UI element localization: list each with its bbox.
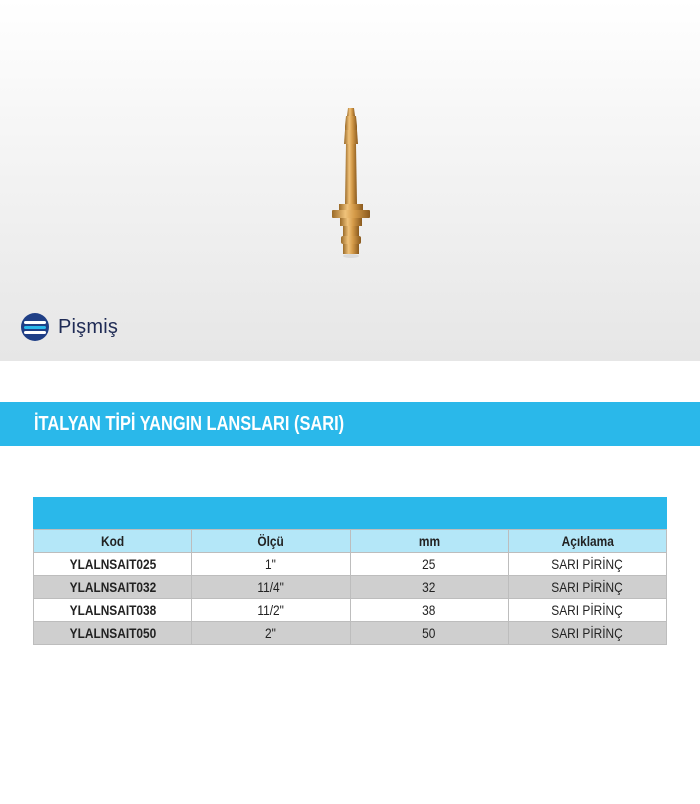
brand-name: Pişmiş xyxy=(58,315,119,338)
table-row xyxy=(34,622,667,645)
table-row xyxy=(34,599,667,622)
cell-kod: YLALNSAIT032 xyxy=(34,576,192,599)
cell-kod: YLALNSAIT038 xyxy=(34,599,192,622)
nozzle-product-image xyxy=(326,104,376,264)
cell-olcu: 11/2" xyxy=(192,599,350,622)
column-header-olcu: Ölçü xyxy=(192,530,350,553)
cell-mm: 38 xyxy=(350,599,508,622)
product-table-container xyxy=(33,497,667,645)
cell-aciklama: SARI PİRİNÇ xyxy=(508,553,666,576)
cell-olcu: 2" xyxy=(192,622,350,645)
table-header-row xyxy=(34,530,667,553)
section-title-bar xyxy=(0,402,700,446)
cell-kod: YLALNSAIT025 xyxy=(34,553,192,576)
cell-olcu: 1" xyxy=(192,553,350,576)
cell-kod: YLALNSAIT050 xyxy=(34,622,192,645)
cell-aciklama: SARI PİRİNÇ xyxy=(508,576,666,599)
product-hero xyxy=(0,0,700,361)
cell-aciklama: SARI PİRİNÇ xyxy=(508,599,666,622)
brand-logo-icon xyxy=(20,312,50,342)
table-top-bar xyxy=(33,497,667,529)
column-header-aciklama: Açıklama xyxy=(508,530,666,553)
brand-logo xyxy=(20,312,118,342)
cell-mm: 32 xyxy=(350,576,508,599)
cell-mm: 25 xyxy=(350,553,508,576)
section-title: İTALYAN TİPİ YANGIN LANSLARI (SARI) xyxy=(34,412,345,435)
cell-olcu: 11/4" xyxy=(192,576,350,599)
cell-aciklama: SARI PİRİNÇ xyxy=(508,622,666,645)
table-row xyxy=(34,553,667,576)
column-header-kod: Kod xyxy=(34,530,192,553)
table-row xyxy=(34,576,667,599)
cell-mm: 50 xyxy=(350,622,508,645)
product-table xyxy=(33,529,667,645)
column-header-mm: mm xyxy=(350,530,508,553)
